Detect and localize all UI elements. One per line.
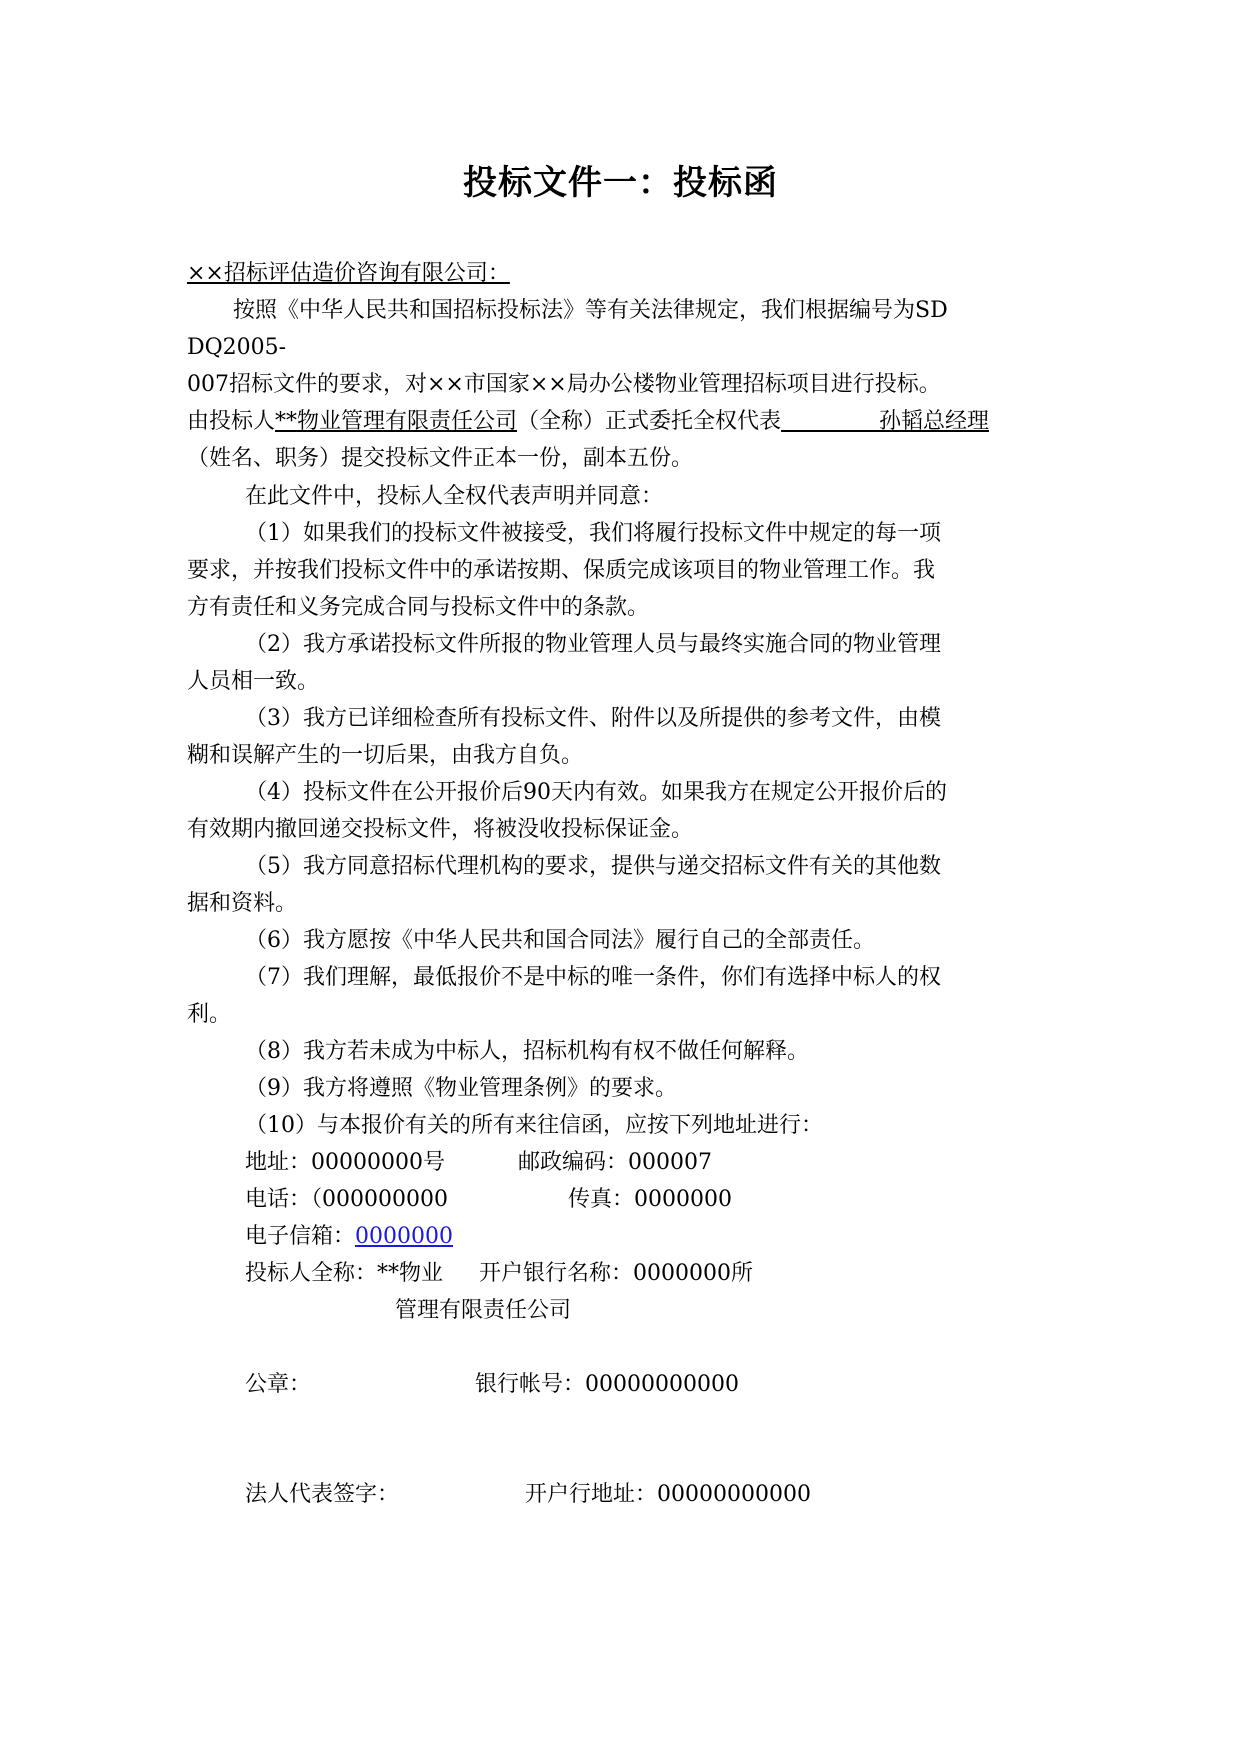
contact-email-link[interactable]: 0000000 [355, 1224, 453, 1249]
item-5-line-2: 据和资料。 [187, 891, 298, 916]
intro-line-4 [187, 407, 989, 437]
intro-line-3: 007招标文件的要求，对××市国家××局办公楼物业管理招标项目进行投标。 [187, 372, 941, 397]
item-1-line-1: （1）如果我们的投标文件被接受，我们将履行投标文件中规定的每一项 [245, 521, 941, 546]
bidder-name: **物业管理有限责任公司 [275, 409, 518, 434]
item-6-line-1: （6）我方愿按《中华人民共和国合同法》履行自己的全部责任。 [245, 928, 875, 953]
bank-name: 开户银行名称：0000000所 [479, 1261, 753, 1286]
representative-name: 孙韬总经理 [878, 409, 989, 434]
bidder-fullname-line-2: 管理有限责任公司 [395, 1298, 572, 1323]
contact-fax: 传真：0000000 [568, 1187, 732, 1212]
bank-account: 银行帐号：00000000000 [475, 1372, 739, 1397]
contact-email-row [245, 1222, 453, 1252]
item-9-line-1: （9）我方将遵照《物业管理条例》的要求。 [245, 1076, 677, 1101]
item-5-line-1: （5）我方同意招标代理机构的要求，提供与递交招标文件有关的其他数 [245, 854, 941, 879]
intro-line-1: 按照《中华人民共和国招标投标法》等有关法律规定，我们根据编号为SD [233, 298, 948, 323]
document-title: 投标文件一：投标函 [463, 163, 778, 203]
item-3-line-1: （3）我方已详细检查所有投标文件、附件以及所提供的参考文件，由模 [245, 706, 941, 731]
contact-phone: 电话：（000000000 [245, 1187, 448, 1212]
item-8-line-1: （8）我方若未成为中标人，招标机构有权不做任何解释。 [245, 1039, 809, 1064]
bank-address: 开户行地址：00000000000 [525, 1482, 811, 1507]
intro-line-5: （姓名、职务）提交投标文件正本一份，副本五份。 [187, 446, 694, 471]
intro-line-4-prefix: 由投标人 [187, 409, 276, 434]
item-2-line-1: （2）我方承诺投标文件所报的物业管理人员与最终实施合同的物业管理 [245, 632, 941, 657]
item-3-line-2: 糊和误解产生的一切后果，由我方自负。 [187, 743, 584, 768]
legal-rep-signature-label: 法人代表签字： [245, 1482, 400, 1507]
item-7-line-1: （7）我们理解，最低报价不是中标的唯一条件，你们有选择中标人的权 [245, 965, 941, 990]
seal-label: 公章： [245, 1372, 312, 1397]
addressee: ××招标评估造价咨询有限公司： [187, 261, 510, 286]
intro-line-2: DQ2005- [187, 335, 287, 360]
contact-email-label: 电子信箱： [245, 1224, 356, 1249]
item-1-line-2: 要求，并按我们投标文件中的承诺按期、保质完成该项目的物业管理工作。我 [187, 558, 936, 583]
item-4-line-1: （4）投标文件在公开报价后90天内有效。如果我方在规定公开报价后的 [245, 780, 947, 805]
item-2-line-2: 人员相一致。 [187, 669, 320, 694]
representative-blank [781, 409, 989, 434]
item-1-line-3: 方有责任和义务完成合同与投标文件中的条款。 [187, 595, 650, 620]
item-10-line-1: （10）与本报价有关的所有来往信函，应按下列地址进行： [245, 1113, 823, 1138]
intro-line-4-mid: （全称）正式委托全权代表 [517, 409, 782, 434]
bidder-fullname-line-1: 投标人全称：**物业 [245, 1261, 444, 1286]
item-7-line-2: 利。 [187, 1002, 232, 1027]
declaration-intro: 在此文件中，投标人全权代表声明并同意： [245, 484, 664, 509]
contact-postcode: 邮政编码：000007 [518, 1150, 712, 1175]
item-4-line-2: 有效期内撤回递交投标文件，将被没收投标保证金。 [187, 817, 694, 842]
contact-address: 地址：00000000号 [245, 1150, 445, 1175]
